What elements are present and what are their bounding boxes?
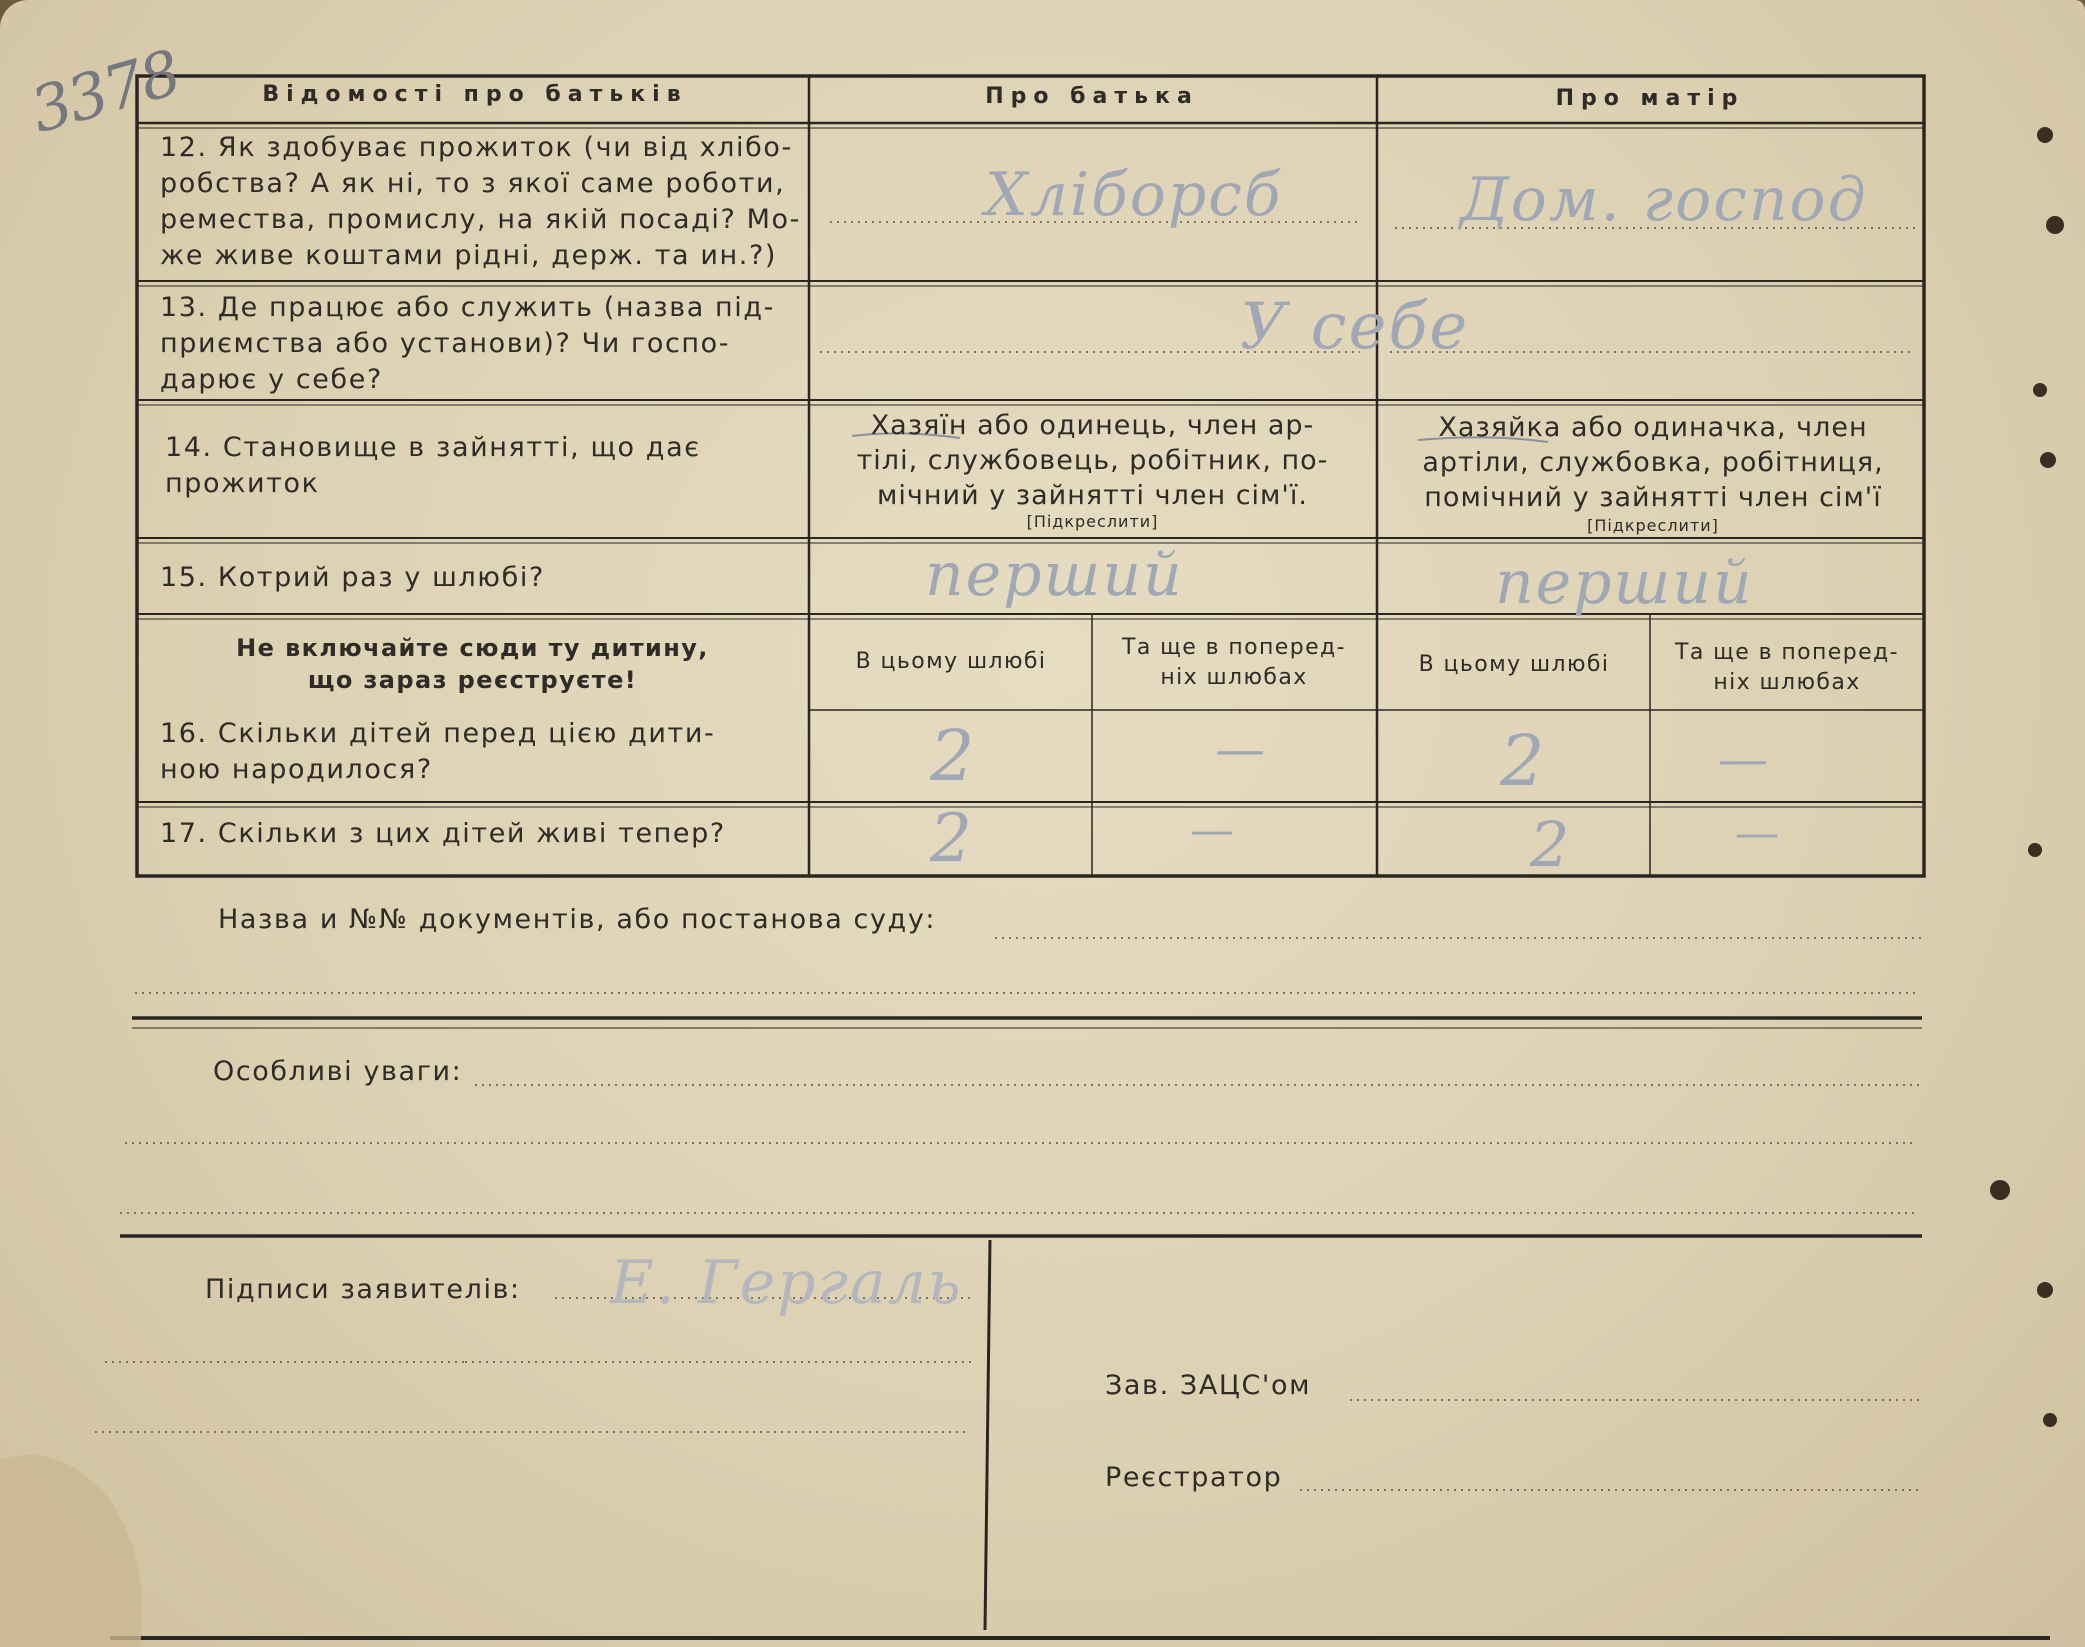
q14-father-options: Хазяїн або одинець, член ар- тілі, службовець, робітник, по- мічний у зайнятті член сім'ї. <box>856 410 1329 511</box>
father-prev-marriages-header: Та ще в поперед- ніх шлюбах <box>1122 635 1346 690</box>
q16-mother-prev: — <box>1718 730 1770 788</box>
children-exclusion-note: Не включайте сюди ту дитину, що зараз реєструєте! <box>236 634 709 694</box>
archive-number-stamp: 3378 <box>22 35 187 148</box>
registrar-label: Реєстратор <box>1105 1462 1283 1493</box>
header-mother: Про матір <box>1555 86 1745 111</box>
q12-label: 12. Як здобуває прожиток (чи від хлібо- робства? А як ні, то з якої саме роботи, ремества, промислу, на якій посаді? Мо- же живе коштами рідні, держ. та ин.?) <box>160 132 801 271</box>
q17-mother-this: 2 <box>1530 808 1572 881</box>
q17-father-prev: — <box>1190 805 1236 856</box>
q16-mother-this: 2 <box>1500 720 1547 802</box>
q13-label: 13. Де працює або служить (назва під- приємства або установи)? Чи госпо- дарює у себе? <box>160 292 776 395</box>
applicant-signature: Е. Гергаль <box>610 1248 963 1318</box>
q15-father-answer: перший <box>925 540 1184 610</box>
q17-father-this: 2 <box>930 800 974 877</box>
q16-label: 16. Скільки дітей перед цією дити- ною народилося? <box>160 718 716 785</box>
q17-mother-prev: — <box>1735 808 1781 859</box>
q16-father-prev: — <box>1215 720 1267 778</box>
special-notes-label: Особливі уваги: <box>213 1056 463 1087</box>
documents-label: Назва и №№ документів, або постанова суду: <box>218 904 937 935</box>
q15-label: 15. Котрий раз у шлюбі? <box>160 562 545 593</box>
signature-divider <box>985 1240 990 1630</box>
q14-mother-note: [Підкреслити] <box>1587 516 1719 535</box>
q13-father-answer: У себе <box>1240 290 1470 364</box>
header-parents-info: Відомості про батьків <box>262 82 688 107</box>
q12-mother-answer: Дом. господ <box>1460 165 1868 235</box>
q14-label: 14. Становище в зайнятті, що дає прожиток <box>165 432 701 499</box>
q14-father-note: [Підкреслити] <box>1026 512 1159 531</box>
mother-this-marriage-header: В цьому шлюбі <box>1418 652 1610 677</box>
father-this-marriage-header: В цьому шлюбі <box>855 649 1047 674</box>
zags-head-label: Зав. ЗАЦС'ом <box>1105 1370 1312 1401</box>
q16-father-this: 2 <box>930 715 977 797</box>
q12-father-answer: Хліборсб <box>985 160 1283 230</box>
applicants-signatures-label: Підписи заявителів: <box>205 1274 521 1305</box>
q15-mother-answer: перший <box>1495 548 1754 618</box>
q17-label: 17. Скільки з цих дітей живі тепер? <box>160 818 726 849</box>
mother-prev-marriages-header: Та ще в поперед- ніх шлюбах <box>1675 640 1899 695</box>
q14-mother-options: Хазяйка або одиначка, член артіли, службовка, робітниця, помічний у зайнятті член сім'ї <box>1422 412 1884 513</box>
header-father: Про батька <box>985 84 1199 109</box>
